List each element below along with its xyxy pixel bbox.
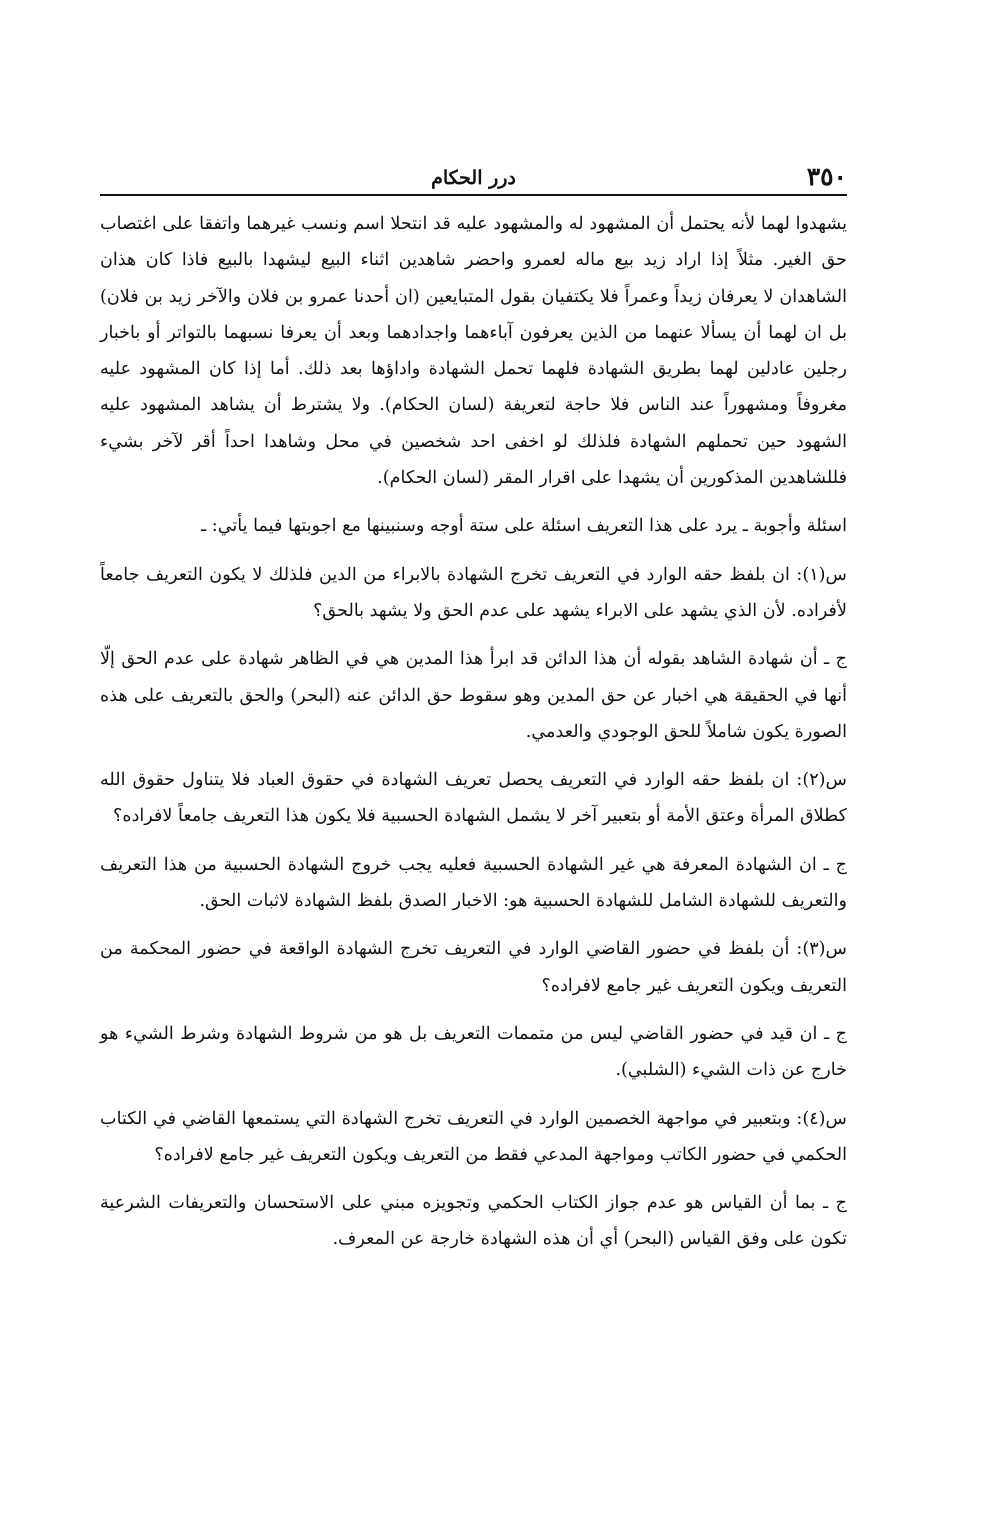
paragraph-question-3: س(٣): أن بلفظ في حضور القاضي الوارد في التعريف تخرج الشهادة الواقعة في حضور المحكمة من التعريف ويكون التعريف غير جامع لافراده؟ xyxy=(100,939,847,996)
page-number: ٣٥٠ xyxy=(806,162,847,191)
paragraph-question-2: س(٢): ان بلفظ حقه الوارد في التعريف يحصل تعريف الشهادة في حقوق العباد فلا يتناول حقوق الله كطلاق المرأة وعتق الأمة أو بتعبير آخر لا يشمل الشهادة الحسبية فلا يكون هذا التعريف جامعاً لافراده؟ xyxy=(100,770,847,827)
paragraph-answer-4: ج ـ بما أن القياس هو عدم جواز الكتاب الحكمي وتجويزه مبني على الاستحسان والتعريفات الشرعية تكون على وفق القياس (البحر) أي أن هذه الشهادة خارجة عن المعرف. xyxy=(100,1193,847,1250)
paragraph-questions-heading: اسئلة وأجوبة ـ يرد على هذا التعريف اسئلة على ستة أوجه وسنبينها مع اجوبتها فيما يأتي: ـ xyxy=(201,516,847,537)
document-page xyxy=(100,160,847,1270)
paragraph-answer-2: ج ـ ان الشهادة المعرفة هي غير الشهادة الحسبية فعليه يجب خروج الشهادة الحسبية من هذا التعريف والتعريف للشهادة الشامل للشهادة الحسبية هو: الاخبار الصدق بلفظ الشهادة لاثبات الحق. xyxy=(100,854,847,912)
running-title: درر الحكام xyxy=(431,167,516,189)
paragraph-question-1: س(١): ان بلفظ حقه الوارد في التعريف تخرج الشهادة بالابراء من الدين فلذلك لا يكون التعريف جامعاً لأفراده. لأن الذي يشهد على الابراء يشهد على عدم الحق ولا يشهد بالحق؟ xyxy=(100,564,847,621)
body-text xyxy=(100,206,847,1258)
paragraph-intro: يشهدوا لهما لأنه يحتمل أن المشهود له والمشهود عليه قد انتحلا اسم ونسب غيرهما واتفقا على اغتصاب حق الغير. مثلاً إذا اراد زيد بيع ماله لعمرو واحضر شاهدين اثناء البيع ليشهدا بالبيع فاذا كان هذان الشاهدان لا يعرفان زيداً وعمراً فلا يكتفيان بقول المتبايعين (ان أحدنا عمرو بن فلان والآخر زيد بن فلان) بل ان لهما أن يسألا عنهما من الذين يعرفون آباءهما واجدادهما وبعد أن يعرفا نسبهما بالتواتر أو باخبار رجلين عادلين لهما بطريق الشهادة فلهما تحمل الشهادة واداؤها بعد ذلك. أما إذا كان المشهود عليه مغروفاً ومشهوراً عند الناس فلا حاجة لتعريفة (لسان الحكام). ولا يشترط أن يشاهد المشهود عليه الشهود حين تحملهم الشهادة فلذلك لو اخفى احد شخصين في محل وشاهدا احداً أقر لآخر بشيء فللشاهدين المذكورين أن يشهدا على اقرار المقر (لسان الحكام). xyxy=(100,214,847,489)
paragraph-answer-1: ج ـ أن شهادة الشاهد بقوله أن هذا الدائن قد ابرأ هذا المدين هي في الظاهر شهادة على عدم الحق إلّا أنها في الحقيقة هي اخبار عن حق المدين وهو سقوط حق الدائن عنه (البحر) والحق بالتعريف على هذه الصورة يكون شاملاً للحق الوجودي والعدمي. xyxy=(100,649,847,742)
paragraph-question-4: س(٤): وبتعبير في مواجهة الخصمين الوارد في التعريف تخرج الشهادة التي يستمعها القاضي في الكتاب الحكمي في حضور الكاتب ومواجهة المدعي فقط من التعريف ويكون التعريف غير جامع لافراده؟ xyxy=(100,1108,847,1165)
page-header xyxy=(100,160,847,196)
paragraph-answer-3: ج ـ ان قيد في حضور القاضي ليس من متممات التعريف بل هو من شروط الشهادة وشرط الشيء هو خارج عن ذات الشيء (الشلبي). xyxy=(100,1023,847,1081)
